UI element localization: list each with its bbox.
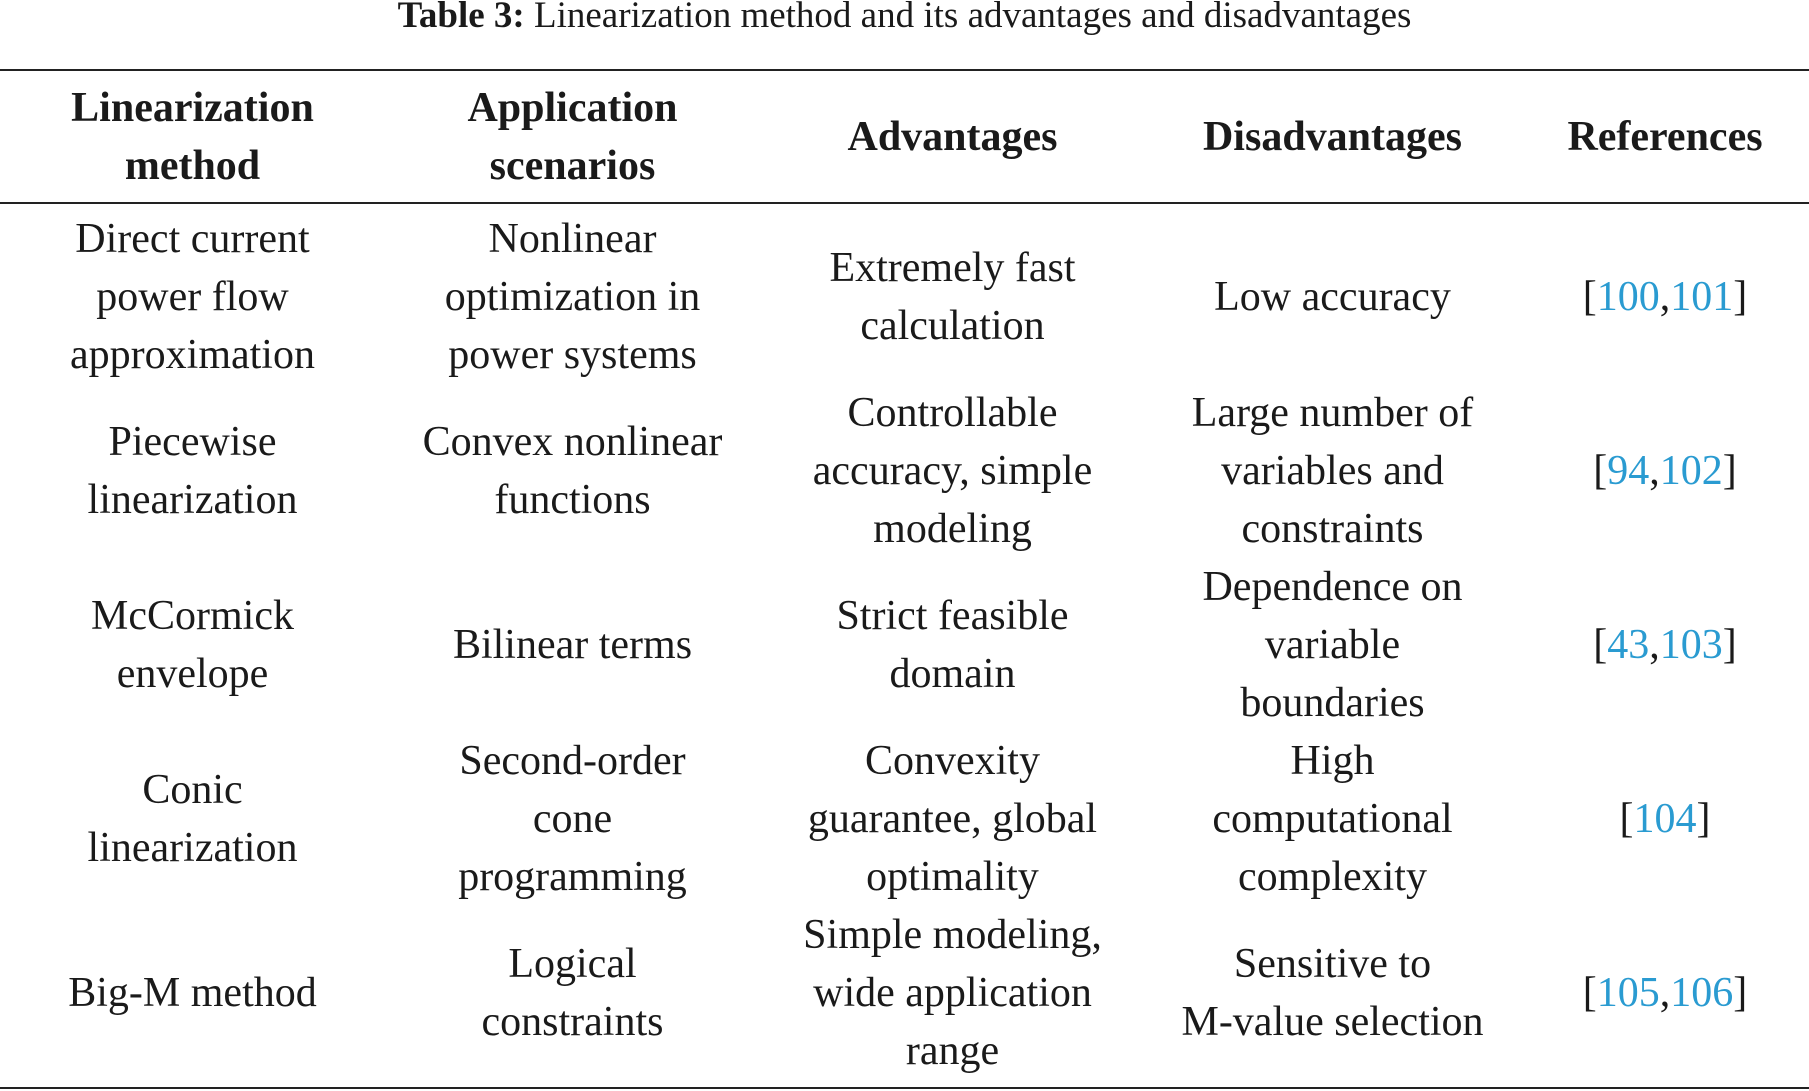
header-line: Advantages bbox=[847, 113, 1058, 160]
method-cell bbox=[20, 384, 365, 558]
cell-line: programming bbox=[458, 854, 687, 900]
cell-line: Simple modeling, bbox=[803, 912, 1102, 958]
header-line: Application bbox=[467, 84, 678, 131]
scenarios-cell bbox=[390, 906, 755, 1080]
cell-line: Sensitive to bbox=[1233, 941, 1432, 987]
disadvantages-cell bbox=[1150, 558, 1515, 732]
cell-line: boundaries bbox=[1240, 680, 1425, 726]
cell-line: linearization bbox=[87, 477, 298, 523]
cell-line: optimality bbox=[866, 854, 1039, 900]
cell-line: wide application bbox=[813, 970, 1092, 1016]
header-line: Disadvantages bbox=[1202, 113, 1463, 160]
header-line: method bbox=[124, 142, 261, 189]
advantages-cell bbox=[775, 558, 1130, 732]
cell-line: range bbox=[905, 1028, 1000, 1074]
reference-link[interactable]: 94 bbox=[1607, 448, 1650, 494]
header-line: References bbox=[1567, 113, 1763, 160]
cell-line: approximation bbox=[70, 332, 315, 378]
cell-line: computational bbox=[1212, 796, 1453, 842]
disadvantages-cell bbox=[1150, 732, 1515, 906]
header-disadvantages bbox=[1150, 71, 1515, 202]
reference-link[interactable]: 102 bbox=[1659, 448, 1723, 494]
cell-line: McCormick bbox=[91, 593, 294, 639]
header-references bbox=[1530, 71, 1800, 202]
reference-link[interactable]: 106 bbox=[1670, 970, 1734, 1016]
disadvantages-cell bbox=[1150, 906, 1515, 1080]
cell-line: constraints bbox=[481, 999, 664, 1045]
cell-line: M-value selection bbox=[1181, 999, 1484, 1045]
header-line: Linearization bbox=[71, 84, 314, 131]
cell-line: domain bbox=[889, 651, 1016, 697]
cell-line: power systems bbox=[448, 332, 697, 378]
cell-line: calculation bbox=[860, 303, 1045, 349]
disadvantages-cell bbox=[1150, 384, 1515, 558]
reference-list: [104] bbox=[1619, 796, 1711, 842]
cell-line: Controllable bbox=[847, 390, 1058, 436]
method-cell bbox=[20, 906, 365, 1080]
cell-line: power flow bbox=[96, 274, 289, 320]
scenarios-cell bbox=[390, 210, 755, 384]
reference-link[interactable]: 104 bbox=[1633, 796, 1697, 842]
reference-link[interactable]: 43 bbox=[1607, 622, 1650, 668]
cell-line: variable bbox=[1264, 622, 1401, 668]
method-cell bbox=[20, 558, 365, 732]
cell-line: variables and bbox=[1221, 448, 1444, 494]
cell-line: optimization in bbox=[444, 274, 701, 320]
references-cell bbox=[1530, 906, 1800, 1080]
cell-line: Strict feasible bbox=[836, 593, 1069, 639]
cell-line: Big-M method bbox=[68, 970, 317, 1016]
reference-link[interactable]: 105 bbox=[1596, 970, 1660, 1016]
reference-list: [94,102] bbox=[1593, 448, 1737, 494]
cell-line: constraints bbox=[1241, 506, 1424, 552]
cell-line: accuracy, simple bbox=[812, 448, 1093, 494]
reference-link[interactable]: 103 bbox=[1659, 622, 1723, 668]
cell-line: cone bbox=[532, 796, 613, 842]
header-line: scenarios bbox=[489, 142, 656, 189]
cell-line: Nonlinear bbox=[488, 216, 657, 262]
cell-line: Second-order bbox=[459, 738, 686, 784]
disadvantages-cell bbox=[1150, 210, 1515, 384]
reference-link[interactable]: 100 bbox=[1596, 274, 1660, 320]
method-cell bbox=[20, 732, 365, 906]
cell-line: linearization bbox=[87, 825, 298, 871]
table-caption bbox=[0, 0, 1809, 38]
reference-list: [105,106] bbox=[1582, 970, 1748, 1016]
advantages-cell bbox=[775, 732, 1130, 906]
scenarios-cell bbox=[390, 384, 755, 558]
references-cell bbox=[1530, 384, 1800, 558]
references-cell bbox=[1530, 558, 1800, 732]
advantages-cell bbox=[775, 906, 1130, 1080]
cell-line: Convex nonlinear bbox=[422, 419, 723, 465]
cell-line: Piecewise bbox=[108, 419, 277, 465]
cell-line: Direct current bbox=[75, 216, 310, 262]
header-rule bbox=[0, 202, 1809, 204]
cell-line: envelope bbox=[116, 651, 269, 697]
cell-line: High bbox=[1290, 738, 1375, 784]
header-linearization-method bbox=[20, 71, 365, 202]
cell-line: Logical bbox=[508, 941, 637, 987]
cell-line: Low accuracy bbox=[1214, 274, 1451, 320]
cell-line: Conic bbox=[142, 767, 243, 813]
cell-line: Extremely fast bbox=[829, 245, 1076, 291]
scenarios-cell bbox=[390, 558, 755, 732]
cell-line: complexity bbox=[1238, 854, 1427, 900]
header-advantages bbox=[775, 71, 1130, 202]
cell-line: Bilinear terms bbox=[452, 622, 693, 668]
cell-line: guarantee, global bbox=[807, 796, 1098, 842]
cell-line: Dependence on bbox=[1202, 564, 1463, 610]
reference-list: [100,101] bbox=[1582, 274, 1748, 320]
cell-line: Large number of bbox=[1191, 390, 1474, 436]
scenarios-cell bbox=[390, 732, 755, 906]
references-cell bbox=[1530, 210, 1800, 384]
advantages-cell bbox=[775, 210, 1130, 384]
cell-line: functions bbox=[494, 477, 651, 523]
method-cell bbox=[20, 210, 365, 384]
caption-text: Linearization method and its advantages and disadvantages bbox=[533, 0, 1412, 36]
cell-line: Convexity bbox=[864, 738, 1040, 784]
cell-line: modeling bbox=[873, 506, 1032, 552]
bottom-rule bbox=[0, 1087, 1809, 1089]
references-cell bbox=[1530, 732, 1800, 906]
reference-link[interactable]: 101 bbox=[1670, 274, 1734, 320]
reference-list: [43,103] bbox=[1593, 622, 1737, 668]
advantages-cell bbox=[775, 384, 1130, 558]
header-application-scenarios bbox=[390, 71, 755, 202]
caption-label: Table 3: bbox=[397, 0, 525, 36]
